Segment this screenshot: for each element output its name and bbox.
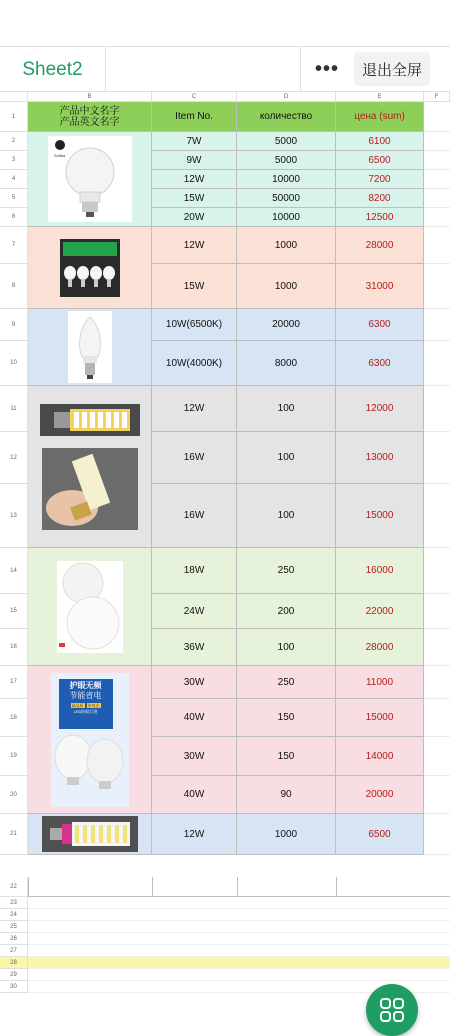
row-number[interactable]: 13 — [0, 484, 28, 548]
product-image-cell[interactable] — [28, 132, 152, 227]
price-cell[interactable]: 22000 — [336, 594, 424, 629]
column-header-b[interactable]: B — [28, 92, 152, 102]
row-number[interactable]: 30 — [0, 981, 28, 993]
empty-row[interactable] — [28, 957, 450, 969]
row-number[interactable]: 7 — [0, 227, 28, 264]
empty-cell-f[interactable] — [424, 776, 450, 814]
price-cell[interactable]: 15000 — [336, 484, 424, 548]
empty-cell-f[interactable] — [424, 102, 450, 132]
item-no-cell[interactable]: 16W — [152, 432, 237, 484]
column-header-f[interactable]: F — [424, 92, 450, 102]
header-name-line1: 产品中文名字 — [59, 105, 120, 117]
item-no-cell[interactable]: 9W — [152, 151, 237, 170]
box-text-line3: LED防蚊灯泡 — [73, 708, 98, 714]
quantity-cell[interactable]: 100 — [237, 386, 336, 432]
row-number[interactable]: 17 — [0, 666, 28, 699]
empty-cell-f[interactable] — [424, 699, 450, 737]
item-no-cell[interactable]: 15W — [152, 264, 237, 309]
quantity-cell[interactable]: 1000 — [237, 264, 336, 309]
row-number[interactable]: 8 — [0, 264, 28, 309]
empty-row[interactable] — [28, 969, 450, 981]
item-no-cell[interactable]: 18W — [152, 548, 237, 594]
empty-row[interactable] — [28, 933, 450, 945]
product-box — [59, 679, 113, 729]
empty-cell-f[interactable] — [424, 594, 450, 629]
quantity-cell[interactable]: 250 — [237, 548, 336, 594]
empty-row[interactable] — [28, 945, 450, 957]
item-no-cell[interactable]: 15W — [152, 189, 237, 208]
column-header-d[interactable]: D — [237, 92, 336, 102]
price-cell[interactable]: 11000 — [336, 666, 424, 699]
price-cell[interactable]: 7200 — [336, 170, 424, 189]
quantity-cell[interactable]: 10000 — [237, 170, 336, 189]
row-number[interactable]: 20 — [0, 776, 28, 814]
row-number[interactable]: 3 — [0, 151, 28, 170]
product-image-cell[interactable] — [28, 814, 152, 855]
empty-cell-f[interactable] — [424, 189, 450, 208]
quantity-cell[interactable]: 100 — [237, 484, 336, 548]
row-number[interactable]: 26 — [0, 933, 28, 945]
row-number[interactable]: 29 — [0, 969, 28, 981]
column-header-c[interactable]: C — [152, 92, 237, 102]
box-text-line1: 护眼无频 — [69, 680, 102, 690]
quantity-cell[interactable]: 20000 — [237, 309, 336, 341]
item-no-cell[interactable]: 12W — [152, 386, 237, 432]
quantity-cell[interactable]: 8000 — [237, 341, 336, 386]
row-number[interactable]: 5 — [0, 189, 28, 208]
empty-cell-f[interactable] — [424, 386, 450, 432]
row-number[interactable]: 25 — [0, 921, 28, 933]
row-number[interactable]: 14 — [0, 548, 28, 594]
grid-line — [237, 877, 238, 897]
empty-row[interactable] — [28, 897, 450, 909]
quantity-cell[interactable]: 10000 — [237, 208, 336, 227]
exit-fullscreen-button[interactable]: 退出全屏 — [354, 52, 430, 86]
price-cell[interactable]: 13000 — [336, 432, 424, 484]
item-no-cell[interactable]: 12W — [152, 814, 237, 855]
empty-cell-f[interactable] — [424, 737, 450, 776]
price-cell[interactable]: 6300 — [336, 341, 424, 386]
empty-cell-f[interactable] — [424, 484, 450, 548]
row-number[interactable]: 2 — [0, 132, 28, 151]
row-number[interactable]: 11 — [0, 386, 28, 432]
quantity-cell[interactable]: 1000 — [237, 227, 336, 264]
bulb-pack-image — [60, 239, 120, 297]
item-no-cell[interactable]: 40W — [152, 776, 237, 814]
empty-row[interactable] — [28, 921, 450, 933]
corn-bulb-hand-image — [42, 448, 138, 530]
price-cell[interactable]: 12500 — [336, 208, 424, 227]
quantity-cell[interactable]: 100 — [237, 432, 336, 484]
box-tag-2: 更亮光 — [87, 702, 100, 708]
row-number[interactable]: 27 — [0, 945, 28, 957]
sheet-header — [0, 46, 450, 92]
price-cell[interactable]: 6500 — [336, 151, 424, 170]
t-bulbs-image — [51, 727, 129, 807]
item-no-cell[interactable]: 20W — [152, 208, 237, 227]
empty-row[interactable] — [28, 909, 450, 921]
item-no-cell[interactable]: 36W — [152, 629, 237, 666]
item-no-cell[interactable]: 12W — [152, 170, 237, 189]
row-number[interactable]: 16 — [0, 629, 28, 666]
row-number[interactable]: 23 — [0, 897, 28, 909]
quantity-cell[interactable]: 1000 — [237, 814, 336, 855]
row-number[interactable]: 9 — [0, 309, 28, 341]
pink-corn-bulb-image — [42, 816, 138, 852]
quantity-cell[interactable]: 250 — [237, 666, 336, 699]
empty-cell-f[interactable] — [424, 814, 450, 855]
empty-cell-f[interactable] — [424, 666, 450, 699]
corn-bulb-gold-image — [40, 404, 140, 436]
sheet-tab-title[interactable]: Sheet2 — [0, 47, 106, 92]
row-number[interactable]: 10 — [0, 341, 28, 386]
panel-light-image — [57, 561, 123, 653]
empty-cell-f[interactable] — [424, 341, 450, 386]
quantity-cell[interactable]: 50000 — [237, 189, 336, 208]
price-cell[interactable]: 16000 — [336, 548, 424, 594]
empty-cell-f[interactable] — [424, 151, 450, 170]
price-cell[interactable]: 28000 — [336, 629, 424, 666]
price-cell[interactable]: 8200 — [336, 189, 424, 208]
item-no-cell[interactable]: 10W(4000K) — [152, 341, 237, 386]
row-number[interactable]: 18 — [0, 699, 28, 737]
spreadsheet-grid[interactable] — [0, 92, 450, 996]
bulb-box-image — [51, 673, 129, 807]
price-cell[interactable]: 15000 — [336, 699, 424, 737]
header-item-no[interactable]: Item No. — [152, 102, 237, 132]
empty-cell-f[interactable] — [424, 629, 450, 666]
empty-cell-f[interactable] — [424, 309, 450, 341]
item-no-cell[interactable]: 24W — [152, 594, 237, 629]
product-image-cell[interactable] — [28, 548, 152, 666]
quantity-cell[interactable]: 150 — [237, 737, 336, 776]
row-number[interactable]: 6 — [0, 208, 28, 227]
quantity-cell[interactable]: 5000 — [237, 151, 336, 170]
quantity-cell[interactable]: 150 — [237, 699, 336, 737]
header-quantity[interactable]: количество — [237, 102, 336, 132]
more-options-button[interactable]: ••• — [300, 47, 353, 92]
empty-cell-f[interactable] — [424, 264, 450, 309]
product-image-cell[interactable] — [28, 309, 152, 386]
quantity-cell[interactable]: 100 — [237, 629, 336, 666]
item-no-cell[interactable]: 7W — [152, 132, 237, 151]
row-number[interactable]: 19 — [0, 737, 28, 776]
grid-view-fab-button[interactable] — [366, 984, 418, 1036]
grid-line — [336, 877, 337, 897]
row-number[interactable]: 22 — [0, 877, 28, 897]
item-no-cell[interactable]: 30W — [152, 737, 237, 776]
quantity-cell[interactable]: 200 — [237, 594, 336, 629]
box-text-line2: 节能省电 — [69, 690, 102, 700]
header-name-cell[interactable] — [28, 102, 152, 132]
price-cell[interactable]: 20000 — [336, 776, 424, 814]
header-price[interactable]: цена (sum) — [336, 102, 424, 132]
row-number[interactable]: 15 — [0, 594, 28, 629]
empty-cell-f[interactable] — [424, 432, 450, 484]
top-bar — [0, 0, 450, 46]
item-no-cell[interactable]: 10W(6500K) — [152, 309, 237, 341]
candle-bulb-image — [68, 311, 112, 383]
grid-line — [152, 877, 153, 897]
corn-bulb-images — [40, 404, 140, 530]
empty-row[interactable] — [28, 877, 450, 897]
empty-cell-f[interactable] — [424, 170, 450, 189]
empty-cell-f[interactable] — [424, 208, 450, 227]
row-number[interactable]: 1 — [0, 102, 28, 132]
product-image-cell[interactable] — [28, 227, 152, 309]
item-no-cell[interactable]: 30W — [152, 666, 237, 699]
empty-cell-f[interactable] — [424, 548, 450, 594]
box-tag-1: 高品质 — [71, 702, 84, 708]
row-number[interactable]: 28 — [0, 957, 28, 969]
grid-view-icon — [379, 997, 405, 1023]
header-name-line2: 产品英文名字 — [59, 116, 120, 128]
price-cell[interactable]: 6500 — [336, 814, 424, 855]
product-image-cell[interactable] — [28, 386, 152, 548]
quantity-cell[interactable]: 5000 — [237, 132, 336, 151]
quantity-cell[interactable]: 90 — [237, 776, 336, 814]
empty-cell-f[interactable] — [424, 132, 450, 151]
price-cell[interactable]: 6300 — [336, 309, 424, 341]
item-no-cell[interactable]: 40W — [152, 699, 237, 737]
row-number[interactable]: 24 — [0, 909, 28, 921]
item-no-cell[interactable]: 12W — [152, 227, 237, 264]
price-cell[interactable]: 31000 — [336, 264, 424, 309]
product-image-cell[interactable] — [28, 666, 152, 814]
price-cell[interactable]: 12000 — [336, 386, 424, 432]
price-cell[interactable]: 14000 — [336, 737, 424, 776]
empty-cell-f[interactable] — [424, 227, 450, 264]
row-number[interactable]: 21 — [0, 814, 28, 855]
led-bulb-image — [48, 136, 132, 222]
item-no-cell[interactable]: 16W — [152, 484, 237, 548]
price-cell[interactable]: 6100 — [336, 132, 424, 151]
brand-logo-text: Suliba — [53, 153, 65, 158]
column-header-e[interactable]: E — [336, 92, 424, 102]
grid-line — [28, 877, 29, 897]
price-cell[interactable]: 28000 — [336, 227, 424, 264]
row-number[interactable]: 4 — [0, 170, 28, 189]
corner-cell[interactable] — [0, 92, 28, 102]
row-number[interactable]: 12 — [0, 432, 28, 484]
